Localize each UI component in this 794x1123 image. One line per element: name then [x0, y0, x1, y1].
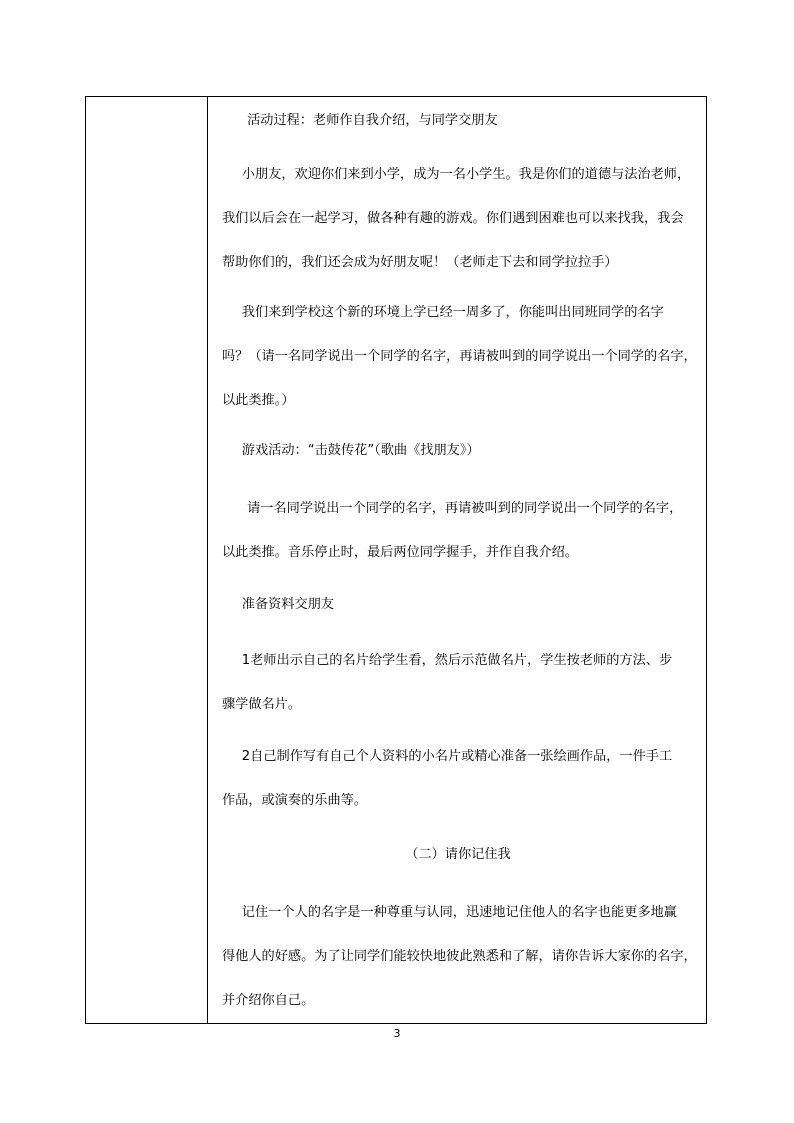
- text-line: 帮助你们的，我们还会成为好朋友呢！（老师走下去和同学拉拉手）: [222, 255, 618, 270]
- text-line: 2自己制作写有自己个人资料的小名片或精心准备一张绘画作品，一件手工: [241, 749, 673, 764]
- text-line: 小朋友，欢迎你们来到小学，成为一名小学生。我是你们的道德与法治老师，: [241, 167, 691, 182]
- paragraph-classmate-names: [222, 298, 708, 416]
- text-line: 1老师出示自己的名片给学生看，然后示范做名片，学生按老师的方法、步: [241, 653, 673, 668]
- paragraph-game-rules: [222, 494, 708, 568]
- text-line: 作品，或演奏的乐曲等。: [222, 793, 368, 808]
- text-line: 得他人的好感。为了让同学们能较快地彼此熟悉和了解，请你告诉大家你的名字，: [222, 949, 697, 964]
- paragraph-step-1: [222, 646, 708, 720]
- paragraph-game-activity: [222, 436, 708, 466]
- section-heading: [208, 840, 708, 870]
- body-cell: [208, 97, 706, 1023]
- text-line: 请一名同学说出一个同学的名字，再请被叫到的同学说出一个同学的名字，: [247, 501, 683, 516]
- paragraph-prepare-materials: [222, 590, 708, 620]
- paragraph-activity-process: [222, 106, 708, 136]
- text-line: 活动过程：老师作自我介绍，与同学交朋友: [247, 113, 498, 128]
- content-table: [85, 96, 707, 1024]
- text-line: 以此类推。）: [222, 393, 295, 408]
- text-line: 骤学做名片。: [222, 697, 302, 712]
- text-line: （二）请你记住我: [405, 847, 511, 862]
- text-line: 并介绍你自己。: [222, 993, 315, 1008]
- text-line: 准备资料交朋友: [241, 597, 335, 612]
- text-line: 我们以后会在一起学习，做各种有趣的游戏。你们遇到困难也可以来找我，我会: [222, 211, 684, 226]
- text-line: 游戏活动：“击鼓传花”（歌曲《找朋友》）: [241, 443, 480, 458]
- paragraph-welcome: [222, 160, 708, 278]
- text-line: 吗？（请一名同学说出一个同学的名字，再请被叫到的同学说出一个同学的名字，: [222, 349, 697, 364]
- text-line: 记住一个人的名字是一种尊重与认同，迅速地记住他人的名字也能更多地赢: [241, 905, 677, 920]
- label-cell: [86, 97, 208, 1023]
- text-line: 我们来到学校这个新的环境上学已经一周多了，你能叫出同班同学的名字: [241, 305, 664, 320]
- text-line: 以此类推。音乐停止时，最后两位同学握手，并作自我介绍。: [222, 545, 579, 560]
- paragraph-step-2: [222, 742, 708, 816]
- page-number: 3: [393, 1027, 401, 1040]
- paragraph-remember-me: [222, 898, 708, 1016]
